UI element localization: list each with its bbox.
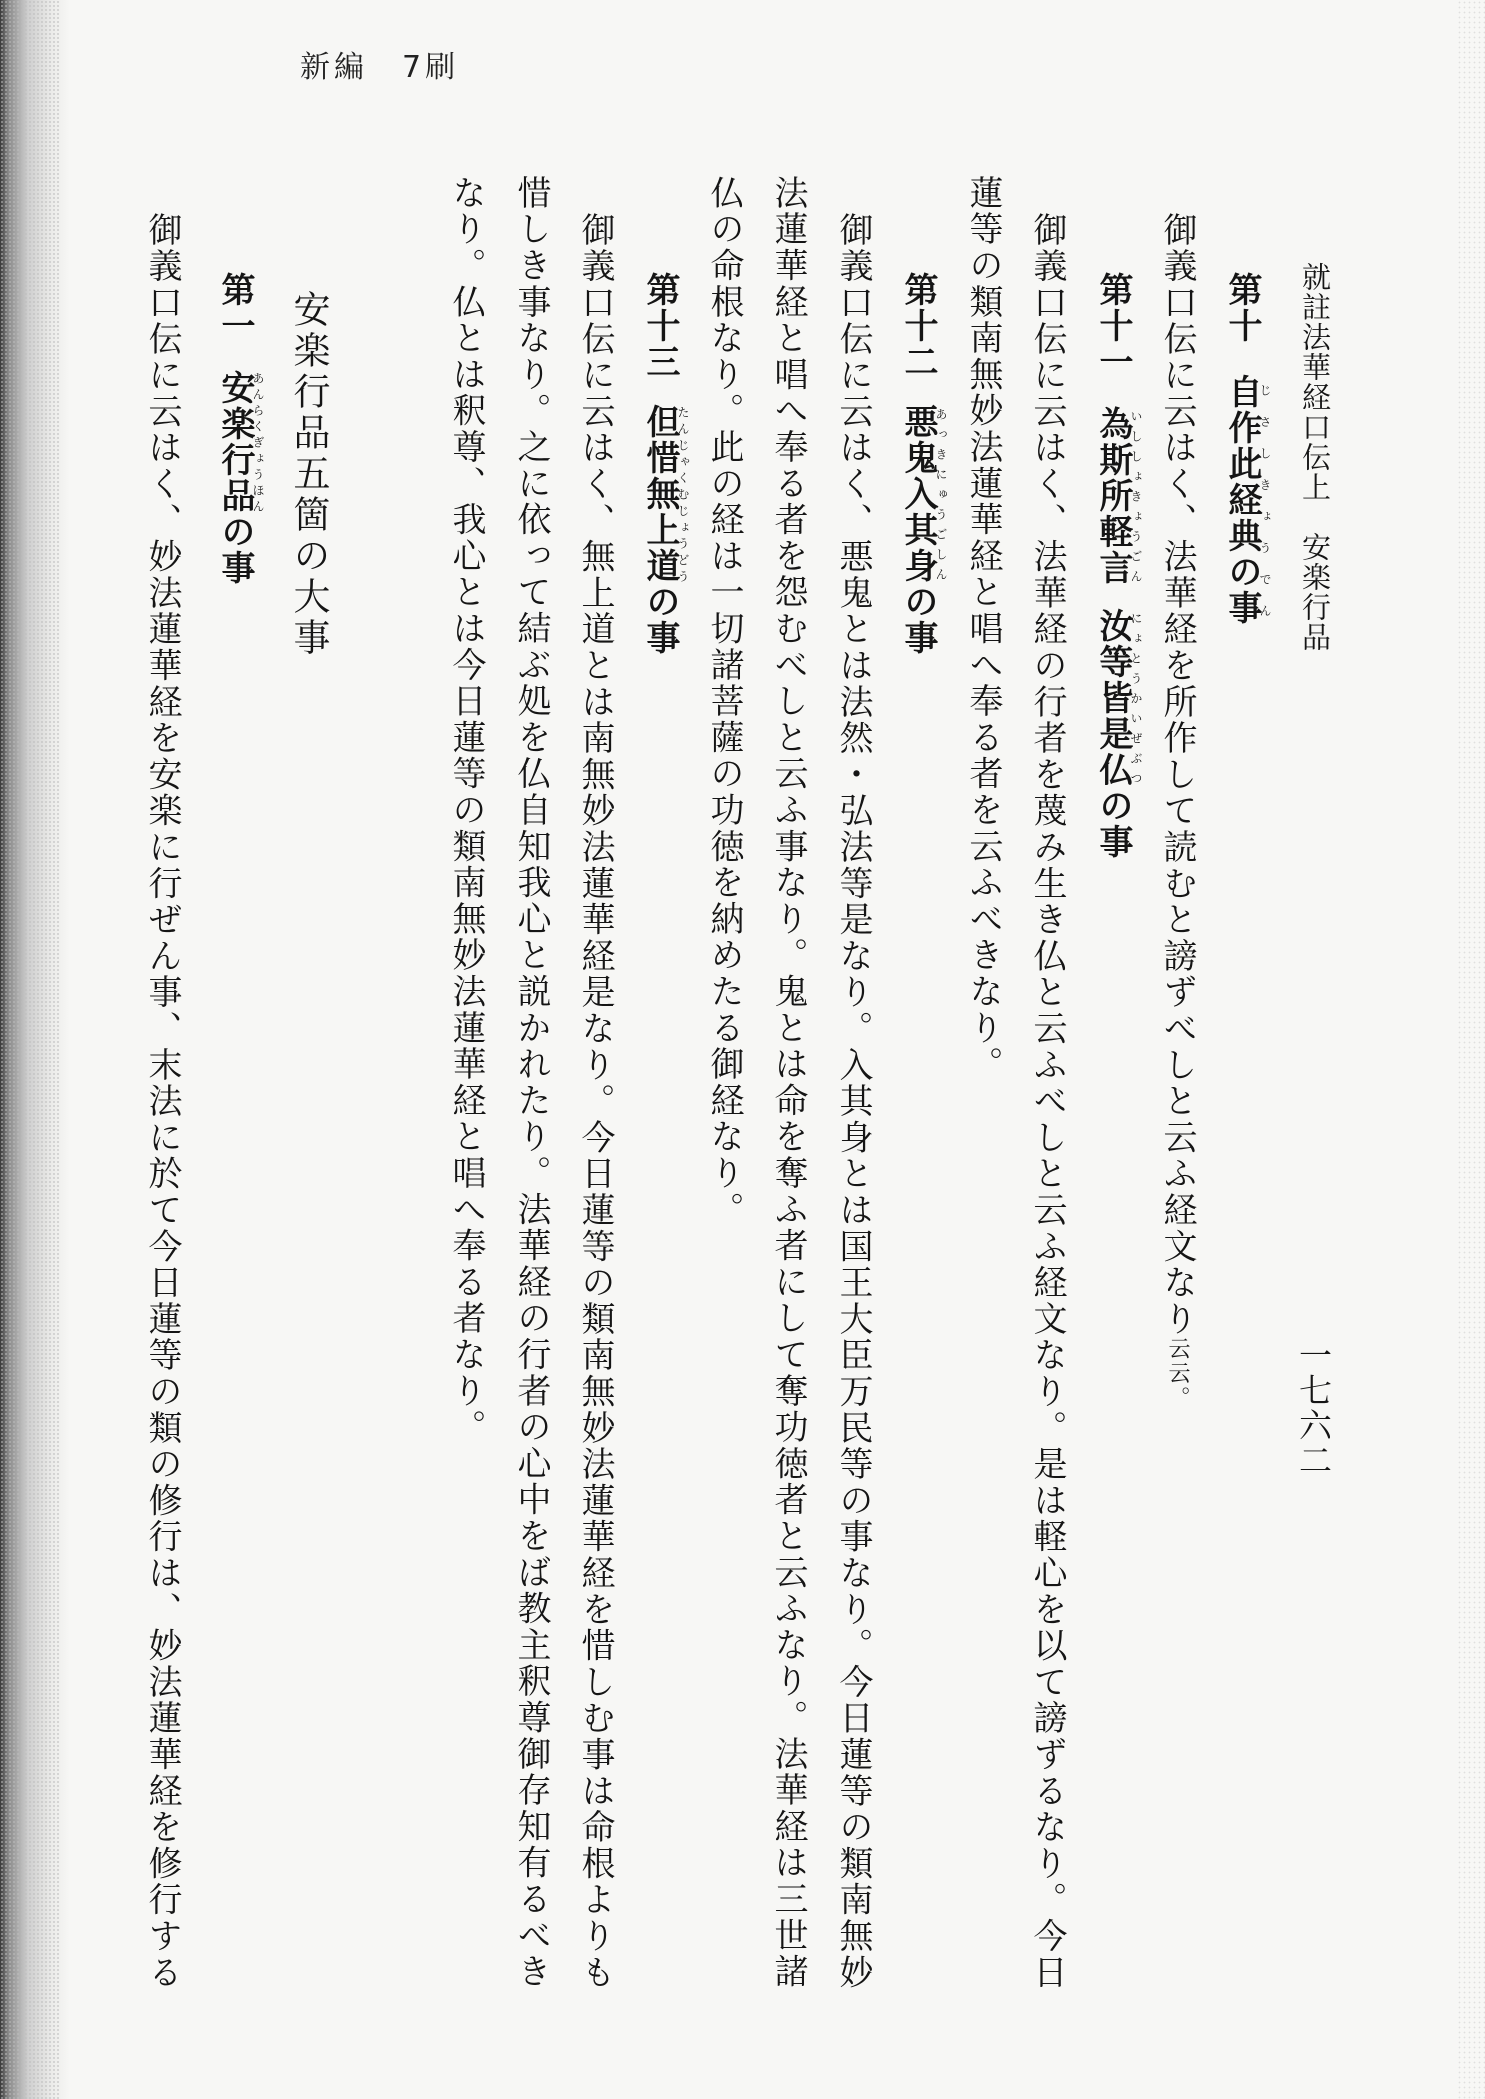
section-12-heading: 第十二悪鬼入其身あっきにゅうごしんの事 xyxy=(898,272,948,656)
edition-label: 新編 7刷 xyxy=(300,50,460,85)
anraku-section-1-text-line-1: 御義口伝に云はく、妙法蓮華経を安楽に行ぜん事、末法に於て今日蓮等の類の修行は、妙法蓮華経を修行する xyxy=(142,212,182,1991)
section-11-heading: 第十一為斯所軽言いししょきょうごん汝等皆是仏にょとうかいぜぶつの事 xyxy=(1093,272,1143,860)
section-10-heading xyxy=(1222,272,1272,626)
section-13-text-line-3: なり。仏とは釈尊、我心とは今日蓮等の類南無妙法蓮華経と唱へ奉る者なり。 xyxy=(446,175,486,1446)
section-12-text-line-1: 御義口伝に云はく、悪鬼とは法然・弘法等是なり。入其身とは国王大臣万民等の事なり。今日蓮等の類南無妙 xyxy=(833,212,873,1991)
section-12-text-line-2: 法蓮華経と唱へ奉る者を怨むべしと云ふ事なり。鬼とは命を奪ふ者にして奪功徳者と云ふなり。法華経は三世諸 xyxy=(768,175,808,1990)
scan-texture xyxy=(0,0,60,2099)
section-13-heading: 第十三但惜無上道たんじゃくむじょうどうの事 xyxy=(640,272,690,656)
section-11-text-line-2: 蓮等の類南無妙法蓮華経と唱へ奉る者を云ふべきなり。 xyxy=(963,175,1003,1083)
section-11-text-line-1: 御義口伝に云はく、法華経の行者を蔑み生き仏と云ふべしと云ふ経文なり。是は軽心を以て謗ずるなり。今日 xyxy=(1027,212,1067,1991)
running-title: 就註法華経口伝上 安楽行品 xyxy=(1298,262,1332,652)
chapter-title: 安楽行品五箇の大事 xyxy=(287,290,330,659)
section-12-text-line-3: 仏の命根なり。此の経は一切諸菩薩の功徳を納めたる御経なり。 xyxy=(704,175,744,1228)
section-13-text-line-2: 惜しき事なり。之に依って結ぶ処を仏自知我心と説かれたり。法華経の行者の心中をば教主釈尊御存知有るべき xyxy=(511,175,551,1990)
section-10-title: 自作此経典の事じさしきょうでん xyxy=(1222,374,1272,626)
page-edge-texture xyxy=(1457,0,1485,2099)
anraku-section-1-heading: 第一安楽行品あんらくぎょうほんの事 xyxy=(215,272,265,586)
section-10-text: 御義口伝に云はく、法華経を所作して読むと謗ずべしと云ふ経文なり云云。 xyxy=(1157,212,1197,1411)
page-number: 一七六二 xyxy=(1294,1338,1333,1478)
section-10-label: 第十 xyxy=(1222,272,1262,344)
section-13-text-line-1: 御義口伝に云はく、無上道とは南無妙法蓮華経是なり。今日蓮等の類南無妙法蓮華経を惜しむ事は命根よりも xyxy=(575,212,615,1991)
section-11-label: 第十一 xyxy=(1093,272,1133,380)
